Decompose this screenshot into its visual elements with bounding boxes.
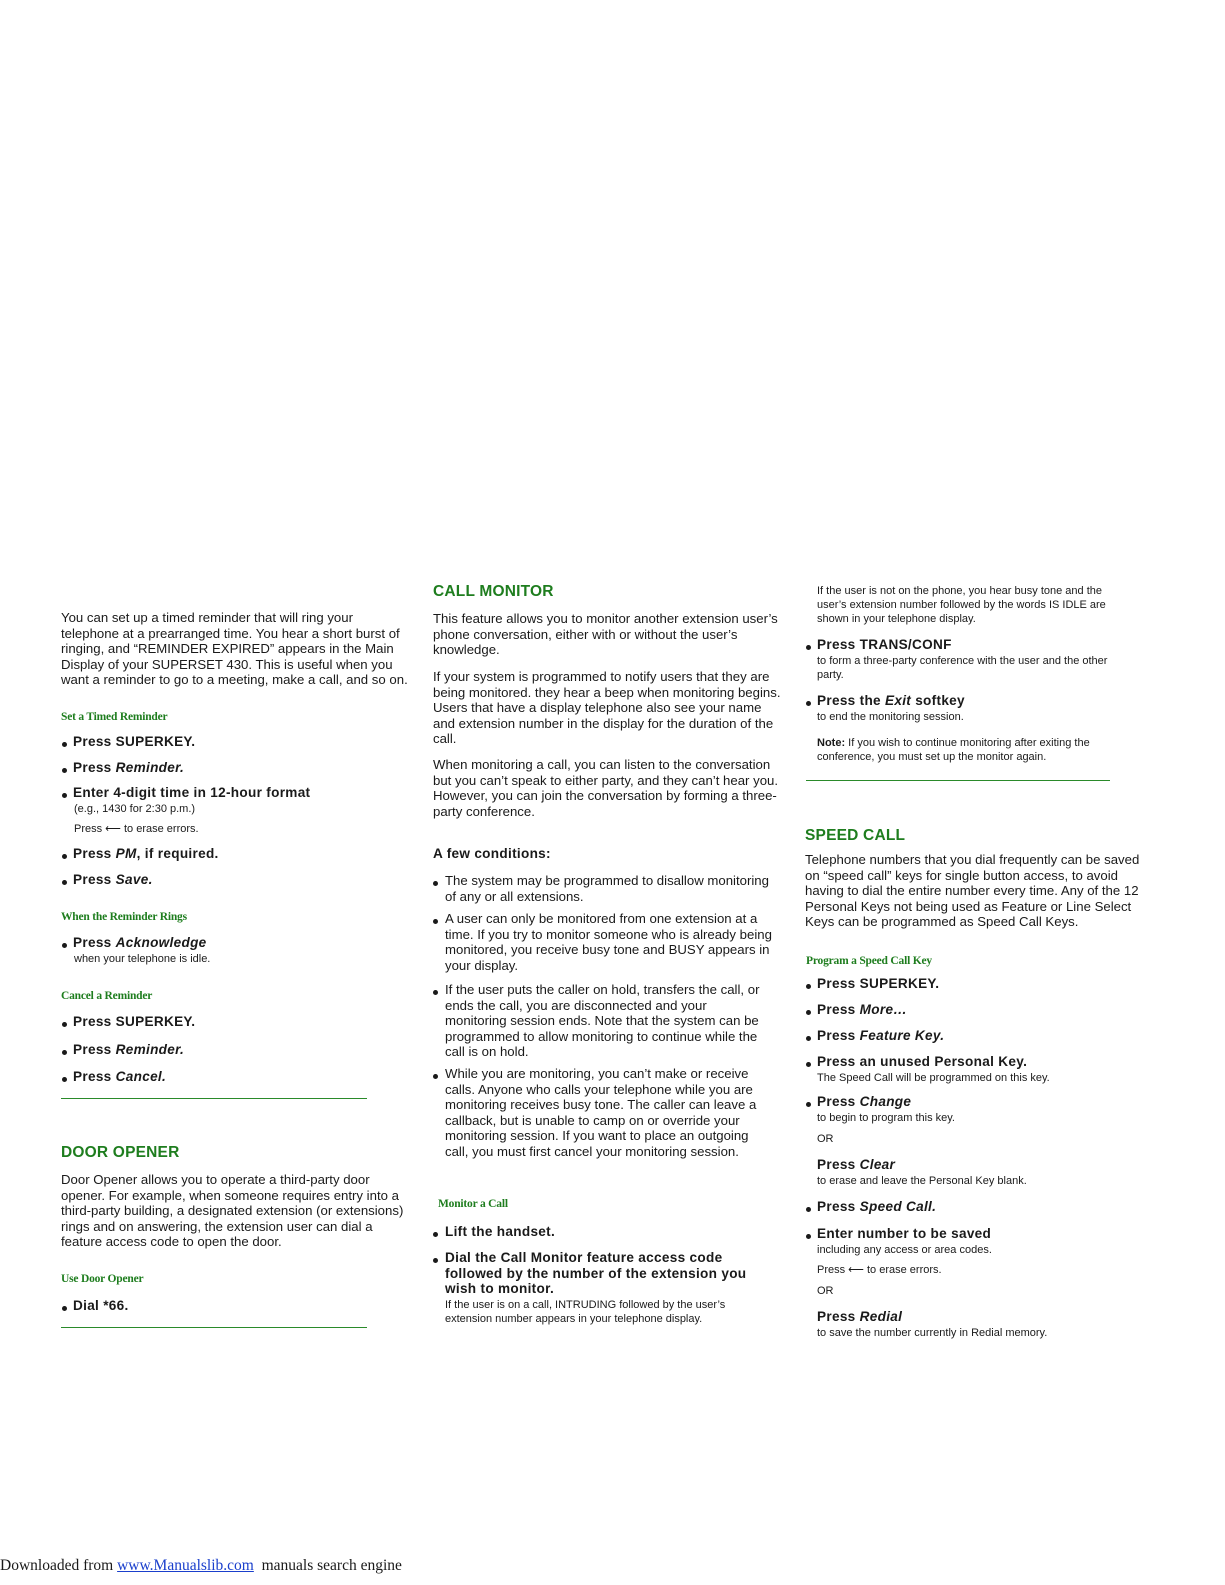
door-opener-text: Door Opener allows you to operate a third-party door opener. For example, when someone requires entry into a third-party building, a designated extension (or extensions) rings and on answering, the extension user can dial a feature access code to open the door.: [61, 1172, 404, 1250]
step-press-superkey: Press SUPERKEY.: [73, 1014, 196, 1029]
bullet-icon: [433, 990, 438, 995]
step-press-exit: Press the Exit softkey: [817, 693, 965, 708]
bullet-icon: [62, 854, 67, 859]
monitor-note: Note: If you wish to continue monitoring after exiting the conference, you must set up the monitor again.: [817, 737, 1090, 763]
call-monitor-p1: This feature allows you to monitor another extension user’s phone conversation, either with or without the user’s knowledge.: [433, 611, 778, 658]
step-press-clear: Press Clear: [817, 1157, 896, 1172]
step-note: Press ⟵ to erase errors.: [817, 1264, 942, 1276]
bullet-icon: [806, 645, 811, 650]
step-lift-handset: Lift the handset.: [445, 1224, 556, 1239]
step-note: The Speed Call will be programmed on this key.: [817, 1072, 1050, 1084]
bullet-icon: [806, 1102, 811, 1107]
bullet-icon: [62, 1077, 67, 1082]
step-note: to begin to program this key.: [817, 1112, 955, 1124]
monitor-a-call-heading: Monitor a Call: [438, 1198, 508, 1210]
cancel-reminder-heading: Cancel a Reminder: [61, 990, 153, 1002]
bullet-icon: [806, 1234, 811, 1239]
bullet-icon: [62, 793, 67, 798]
step-press-more: Press More…: [817, 1002, 908, 1017]
bullet-icon: [806, 984, 811, 989]
step-note: when your telephone is idle.: [74, 953, 211, 965]
bullet-icon: [62, 880, 67, 885]
use-door-opener-heading: Use Door Opener: [61, 1273, 144, 1285]
step-enter-number: Enter number to be saved: [817, 1226, 992, 1241]
conditions-label: A few conditions:: [433, 846, 551, 861]
step-press-speed-call: Press Speed Call.: [817, 1199, 937, 1214]
call-monitor-p3: When monitoring a call, you can listen to the conversation but you can’t speak to either party, and they can’t hear you. However, you can join the conversation by forming a three- party conference.: [433, 757, 779, 819]
bullet-icon: [433, 881, 438, 886]
program-speed-call-heading: Program a Speed Call Key: [806, 955, 932, 967]
step-dial-call-monitor: Dial the Call Monitor feature access code followed by the number of the extension you wish to monitor.: [445, 1250, 747, 1297]
bullet-icon: [433, 919, 438, 924]
download-footer: Downloaded from www.Manualslib.com manuals search engine: [0, 1557, 402, 1574]
step-press-change: Press Change: [817, 1094, 912, 1109]
step-press-reminder: Press Reminder.: [73, 760, 185, 775]
call-monitor-p2: If your system is programmed to notify users that they are being monitored. they hear a beep when monitoring begins. Users that have a display telephone also see your name and extension number in the display for the duration of the call.: [433, 669, 781, 747]
section-divider: [61, 1098, 367, 1099]
speed-call-heading: SPEED CALL: [805, 827, 906, 844]
door-opener-heading: DOOR OPENER: [61, 1144, 180, 1161]
reminder-intro: You can set up a timed reminder that will ring your telephone at a prearranged time. You hear a short burst of ringing, and “REMINDER EXPIRED” appears in the Main Display of your SUPERSET 430. This is useful when you want a reminder to go to a meeting, make a call, and so on.: [61, 610, 408, 688]
step-note: Press ⟵ to erase errors.: [74, 823, 199, 835]
step-press-reminder: Press Reminder.: [73, 1042, 185, 1057]
step-note: (e.g., 1430 for 2:30 p.m.): [74, 803, 196, 815]
condition-item: While you are monitoring, you can’t make or receive calls. Anyone who calls your telephone while you are monitoring receives busy tone. The caller can leave a callback, but is unable to camp on or override your monitoring session. If you want to place an outgoing call, you must first cancel your monitoring session.: [445, 1066, 757, 1159]
or-label: OR: [817, 1285, 834, 1297]
bullet-icon: [62, 943, 67, 948]
bullet-icon: [62, 1050, 67, 1055]
bullet-icon: [62, 1306, 67, 1311]
bullet-icon: [806, 1062, 811, 1067]
condition-item: The system may be programmed to disallow monitoring of any or all extensions.: [445, 873, 769, 904]
step-press-acknowledge: Press Acknowledge: [73, 935, 207, 950]
condition-item: If the user puts the caller on hold, transfers the call, or ends the call, you are disconnected and your monitoring session ends. Note that the system can be programmed to allow monitoring to continue while the call is on hold.: [445, 982, 760, 1060]
step-enter-time: Enter 4-digit time in 12-hour format: [73, 785, 311, 800]
step-press-superkey: Press SUPERKEY.: [73, 734, 196, 749]
step-press-redial: Press Redial: [817, 1309, 903, 1324]
step-press-trans-conf: Press TRANS/CONF: [817, 637, 952, 652]
idle-note: If the user is not on the phone, you hear busy tone and the user’s extension number followed by the words IS IDLE are shown in your telephone display.: [817, 585, 1106, 625]
bullet-icon: [433, 1074, 438, 1079]
set-timed-reminder-heading: Set a Timed Reminder: [61, 711, 168, 723]
step-press-save: Press Save.: [73, 872, 153, 887]
section-divider: [61, 1327, 367, 1328]
step-note: to save the number currently in Redial memory.: [817, 1327, 1048, 1339]
step-press-cancel: Press Cancel.: [73, 1069, 167, 1084]
step-note: to end the monitoring session.: [817, 711, 964, 723]
step-note: to form a three-party conference with the user and the other party.: [817, 655, 1108, 681]
condition-item: A user can only be monitored from one extension at a time. If you try to monitor someone who is already being monitored, you receive busy tone and BUSY appears in your display.: [445, 911, 772, 973]
step-press-personal-key: Press an unused Personal Key.: [817, 1054, 1028, 1069]
step-press-feature-key: Press Feature Key.: [817, 1028, 945, 1043]
reminder-rings-heading: When the Reminder Rings: [61, 911, 187, 923]
bullet-icon: [806, 701, 811, 706]
bullet-icon: [806, 1010, 811, 1015]
bullet-icon: [433, 1258, 438, 1263]
step-note: If the user is on a call, INTRUDING followed by the user’s extension number appears in your telephone display.: [445, 1299, 726, 1325]
step-press-superkey: Press SUPERKEY.: [817, 976, 940, 991]
manualslib-link[interactable]: www.Manualslib.com: [117, 1557, 254, 1574]
bullet-icon: [62, 768, 67, 773]
section-divider: [806, 780, 1110, 781]
step-press-pm: Press PM, if required.: [73, 846, 219, 861]
bullet-icon: [806, 1207, 811, 1212]
bullet-icon: [62, 742, 67, 747]
step-dial-66: Dial *66.: [73, 1298, 129, 1313]
call-monitor-heading: CALL MONITOR: [433, 583, 554, 600]
speed-call-text: Telephone numbers that you dial frequently can be saved on “speed call” keys for single button access, to avoid having to dial the entire number every time. Any of the 12 Personal Keys not being used as Feature or Line Select Keys can be programmed as Speed Call Keys.: [805, 852, 1140, 930]
bullet-icon: [433, 1232, 438, 1237]
bullet-icon: [806, 1036, 811, 1041]
bullet-icon: [62, 1022, 67, 1027]
step-note: including any access or area codes.: [817, 1244, 992, 1256]
step-note: to erase and leave the Personal Key blank.: [817, 1175, 1027, 1187]
or-label: OR: [817, 1133, 834, 1145]
